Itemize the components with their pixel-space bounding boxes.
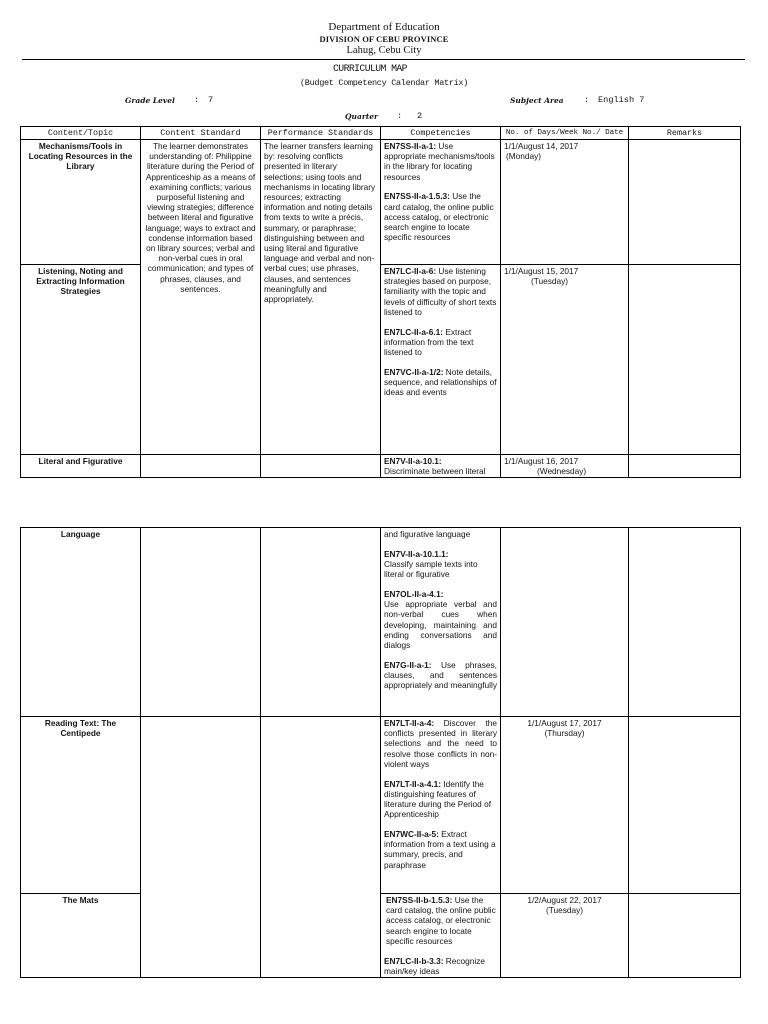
- date-cell: [501, 894, 629, 978]
- competency-code: EN7LC-II-a-6:: [384, 266, 437, 276]
- topic-cell: Listening, Noting and Extracting Information Strategies: [21, 265, 141, 455]
- department-name: Department of Education: [328, 21, 440, 33]
- quarter-value: 2: [417, 111, 423, 121]
- competency-text: Extract information from the text listened to: [384, 326, 474, 358]
- subject-area-value: English 7: [598, 95, 645, 105]
- competency-text: Discriminate between literal: [384, 466, 486, 477]
- competency-text: Use listening strategies based on purpose, familiarity with the topic and levels of difficulty of short texts listened to: [384, 266, 497, 317]
- table-row: [21, 528, 741, 717]
- column-header-competencies: Competencies: [381, 127, 501, 140]
- quarter-separator: :: [397, 111, 403, 121]
- quarter-label: Quarter: [345, 112, 378, 121]
- subject-area-label: Subject Area: [510, 96, 564, 105]
- competency-item: [384, 456, 497, 476]
- competency-item: [384, 266, 497, 317]
- competencies-cell: [381, 140, 501, 265]
- remarks-cell: [629, 455, 741, 478]
- subject-area-separator: :: [584, 95, 590, 105]
- page-subtitle: (Budget Competency Calendar Matrix): [299, 78, 469, 88]
- remarks-cell: [629, 265, 741, 455]
- curriculum-table-part-1: [20, 126, 741, 478]
- competency-item: [384, 829, 497, 870]
- competency-text: Extract information from a text using a summary, precis, and paraphrase: [384, 829, 496, 870]
- table-row: [21, 140, 741, 265]
- competency-text: Classify sample texts into literal or figurative: [384, 559, 478, 580]
- column-header-date: No. of Days/Week No./ Date: [501, 127, 629, 140]
- competency-item: [384, 779, 497, 820]
- competencies-cell: [381, 717, 501, 894]
- competency-code: EN7G-II-a-1:: [384, 659, 432, 670]
- competency-item: [384, 549, 497, 580]
- schedule-date: 1/1/August 15, 2017: [504, 266, 579, 276]
- competency-code: EN7WC-II-a-5:: [384, 829, 439, 840]
- competency-item: [384, 191, 497, 242]
- performance-standards-cell: [261, 717, 381, 978]
- page-title: CURRICULUM MAP: [333, 63, 407, 74]
- competencies-cell: [381, 528, 501, 717]
- schedule-date: 1/1/August 16, 2017: [504, 456, 579, 466]
- topic-cell: The Mats: [21, 894, 141, 978]
- date-cell: [501, 265, 629, 455]
- schedule-day: (Tuesday): [531, 276, 569, 287]
- schedule-date: 1/1/August 17, 2017: [527, 718, 602, 728]
- competencies-cell: [381, 455, 501, 478]
- column-header-content-standard: Content Standard: [141, 127, 261, 140]
- performance-standards-cell: [261, 528, 381, 717]
- curriculum-table-part-2: [20, 527, 741, 978]
- schedule-day: (Tuesday): [545, 905, 584, 916]
- remarks-cell: [629, 717, 741, 894]
- division-address: Lahug, Cebu City: [346, 45, 422, 56]
- competency-code: EN7LC-II-b-3.3:: [384, 955, 444, 966]
- competency-code: EN7LT-II-a-4.1:: [384, 778, 442, 789]
- competency-text: Use the card catalog, the online public access catalog, or electronic search engine to locate specific resources: [384, 191, 494, 243]
- competencies-cell: [381, 265, 501, 455]
- competency-code: EN7OL-II-a-4.1:: [384, 589, 444, 599]
- table-row: [21, 455, 741, 478]
- content-standard-cell: [141, 528, 261, 717]
- competency-code: EN7SS-II-a-1:: [384, 141, 437, 151]
- competency-code: EN7SS-II-b-1.5.3:: [386, 895, 453, 905]
- competency-text: and figurative language: [384, 529, 471, 539]
- table-row: [21, 717, 741, 894]
- topic-cell: Reading Text: The Centipede: [21, 717, 141, 894]
- table-row: [21, 265, 741, 455]
- schedule-day: (Monday): [506, 151, 542, 162]
- competency-text: Use the card catalog, the online public access catalog, or electronic search engine to locate specific resources: [386, 895, 496, 946]
- remarks-cell: [629, 894, 741, 978]
- date-cell: [501, 717, 629, 894]
- competency-item: [384, 956, 497, 976]
- competency-text: Recognize main/key ideas: [384, 955, 485, 976]
- competency-text: Use appropriate mechanisms/tools in the library for locating resources: [384, 141, 495, 182]
- competency-code: EN7SS-II-a-1.5.3:: [384, 191, 450, 202]
- competency-code: EN7V-II-a-10.1.1:: [384, 548, 449, 559]
- schedule-date: 1/2/August 22, 2017: [527, 895, 602, 905]
- grade-level-value: 7: [208, 95, 214, 105]
- remarks-cell: [629, 140, 741, 265]
- date-cell: [501, 528, 629, 717]
- competency-item: [384, 660, 497, 691]
- competency-item: [384, 718, 497, 769]
- content-standard-cell: [141, 455, 261, 478]
- schedule-day: (Wednesday): [537, 466, 587, 477]
- content-standard-cell: The learner demonstrates understanding of: Philippine literature during the Period of Apprenticeship as a means of examining conflicts; various purposeful listening and viewing strategies; difference between literal and figurative language; ways to extract and condense information based on library sources; verbal and non-verbal cues in oral communication; and types of phrases, clauses, and sentences.: [141, 140, 261, 455]
- division-name: DIVISION OF CEBU PROVINCE: [319, 34, 449, 44]
- competency-text: Use appropriate verbal and non-verbal cues when developing, maintaining and ending conversations and dialogs: [384, 599, 497, 651]
- competency-text: Discover the conflicts presented in literary selections and the need to resolve those conflicts in non-violent ways: [384, 718, 497, 769]
- date-cell: [501, 455, 629, 478]
- column-header-content-topic: Content/Topic: [21, 127, 141, 140]
- competency-text: Use phrases, clauses, and sentences appropriately and meaningfully: [384, 659, 498, 691]
- competency-text: Note details, sequence, and relationships of ideas and events: [384, 366, 497, 398]
- competency-item: [384, 367, 497, 398]
- grade-level-separator: :: [194, 95, 200, 105]
- competency-text: Identify the distinguishing features of literature during the Period of Apprenticeship: [384, 778, 492, 820]
- performance-standards-cell: [261, 455, 381, 478]
- performance-standards-cell: The learner transfers learning by: resolving conflicts presented in literary selections; using tools and mechanisms in locating library resources; extracting information and noting details from texts to write a précis, summary, or paraphrase; distinguishing between and using literal and figurative language and verbal and non-verbal cues; use phrases, clauses, and sentences meaningfully and appropriately.: [261, 140, 381, 455]
- competency-code: EN7LT-II-a-4:: [384, 718, 435, 728]
- topic-cell: Literal and Figurative: [21, 455, 141, 478]
- topic-cell: Language: [21, 528, 141, 717]
- header-divider: [22, 59, 745, 60]
- competency-code: EN7V-II-a-10.1:: [384, 456, 442, 466]
- column-header-remarks: Remarks: [629, 127, 741, 140]
- topic-cell: Mechanisms/Tools in Locating Resources in the Library: [21, 140, 141, 265]
- schedule-day: (Thursday): [544, 728, 585, 739]
- column-header-performance-standards: Performance Standards: [261, 127, 381, 140]
- competency-code: EN7VC-II-a-1/2:: [384, 366, 444, 377]
- competency-item: [384, 589, 497, 650]
- remarks-cell: [629, 528, 741, 717]
- competencies-cell: [381, 894, 501, 978]
- competency-code: EN7LC-II-a-6.1:: [384, 326, 444, 337]
- competency-item: [384, 327, 497, 358]
- date-cell: [501, 140, 629, 265]
- content-standard-cell: [141, 717, 261, 978]
- grade-level-label: Grade Level: [125, 96, 175, 105]
- competency-item: [384, 141, 497, 182]
- schedule-date: 1/1/August 14, 2017: [504, 141, 579, 151]
- competency-item: [384, 529, 497, 539]
- competency-item: [384, 895, 497, 946]
- table-header-row: [21, 127, 741, 140]
- table-row: [21, 894, 741, 978]
